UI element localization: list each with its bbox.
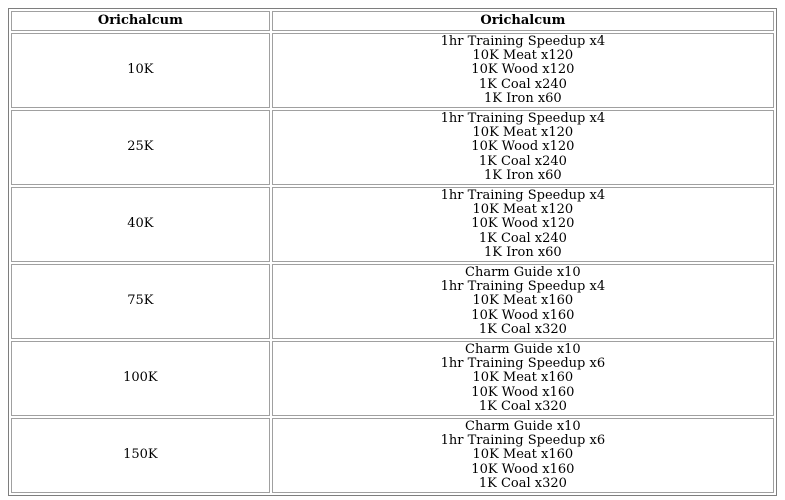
table-header <box>11 11 774 31</box>
amount-cell: 150K <box>11 418 270 493</box>
header-row <box>11 11 774 31</box>
reward-line: 10K Wood x160 <box>471 461 575 477</box>
header-cell-amount: Orichalcum <box>11 11 270 31</box>
amount-cell: 40K <box>11 187 270 262</box>
reward-line: 1K Coal x320 <box>478 321 567 337</box>
reward-line: 10K Meat x120 <box>472 48 574 64</box>
reward-line: 10K Meat x160 <box>472 293 574 309</box>
reward-line: 1K Iron x60 <box>484 244 562 260</box>
header-cell-rewards: Orichalcum <box>272 11 774 31</box>
table-body <box>11 33 774 493</box>
rewards-cell <box>272 264 774 339</box>
reward-line: 10K Meat x160 <box>472 370 574 386</box>
rewards-cell <box>272 110 774 185</box>
reward-line: 1hr Training Speedup x6 <box>440 433 606 449</box>
rewards-cell <box>272 418 774 493</box>
table-row <box>11 341 774 416</box>
reward-line: 1hr Training Speedup x4 <box>440 111 606 127</box>
reward-line: 1K Coal x320 <box>478 475 567 491</box>
reward-line: 1hr Training Speedup x4 <box>440 188 606 204</box>
orichalcum-reward-table <box>8 8 777 496</box>
amount-cell: 75K <box>11 264 270 339</box>
table-row <box>11 187 774 262</box>
reward-line: 1K Coal x240 <box>478 230 567 246</box>
reward-line: 1K Iron x60 <box>484 90 562 106</box>
table-row <box>11 33 774 108</box>
amount-cell: 10K <box>11 33 270 108</box>
reward-line: 1K Coal x240 <box>478 76 567 92</box>
table-row <box>11 264 774 339</box>
reward-line: 1hr Training Speedup x6 <box>440 356 606 372</box>
reward-line: 10K Wood x120 <box>471 139 575 155</box>
reward-line: 1hr Training Speedup x4 <box>440 279 606 295</box>
reward-line: 10K Wood x120 <box>471 216 575 232</box>
rewards-cell <box>272 187 774 262</box>
amount-cell: 25K <box>11 110 270 185</box>
reward-line: 1hr Training Speedup x4 <box>440 34 606 49</box>
reward-line: Charm Guide x10 <box>465 342 581 358</box>
rewards-cell <box>272 33 774 108</box>
amount-cell: 100K <box>11 341 270 416</box>
reward-line: 10K Wood x160 <box>471 384 575 400</box>
reward-line: 10K Meat x120 <box>472 202 574 218</box>
table-row <box>11 110 774 185</box>
table-row <box>11 418 774 493</box>
reward-line: 10K Meat x120 <box>472 125 574 141</box>
reward-line: Charm Guide x10 <box>465 265 581 281</box>
reward-line: 10K Meat x160 <box>472 447 574 463</box>
reward-line: 1K Coal x320 <box>478 398 567 414</box>
reward-line: 1K Iron x60 <box>484 167 562 183</box>
reward-line: 10K Wood x120 <box>471 62 575 78</box>
reward-line: Charm Guide x10 <box>465 419 581 435</box>
reward-line: 1K Coal x240 <box>478 153 567 169</box>
rewards-cell <box>272 341 774 416</box>
reward-line: 10K Wood x160 <box>471 307 575 323</box>
